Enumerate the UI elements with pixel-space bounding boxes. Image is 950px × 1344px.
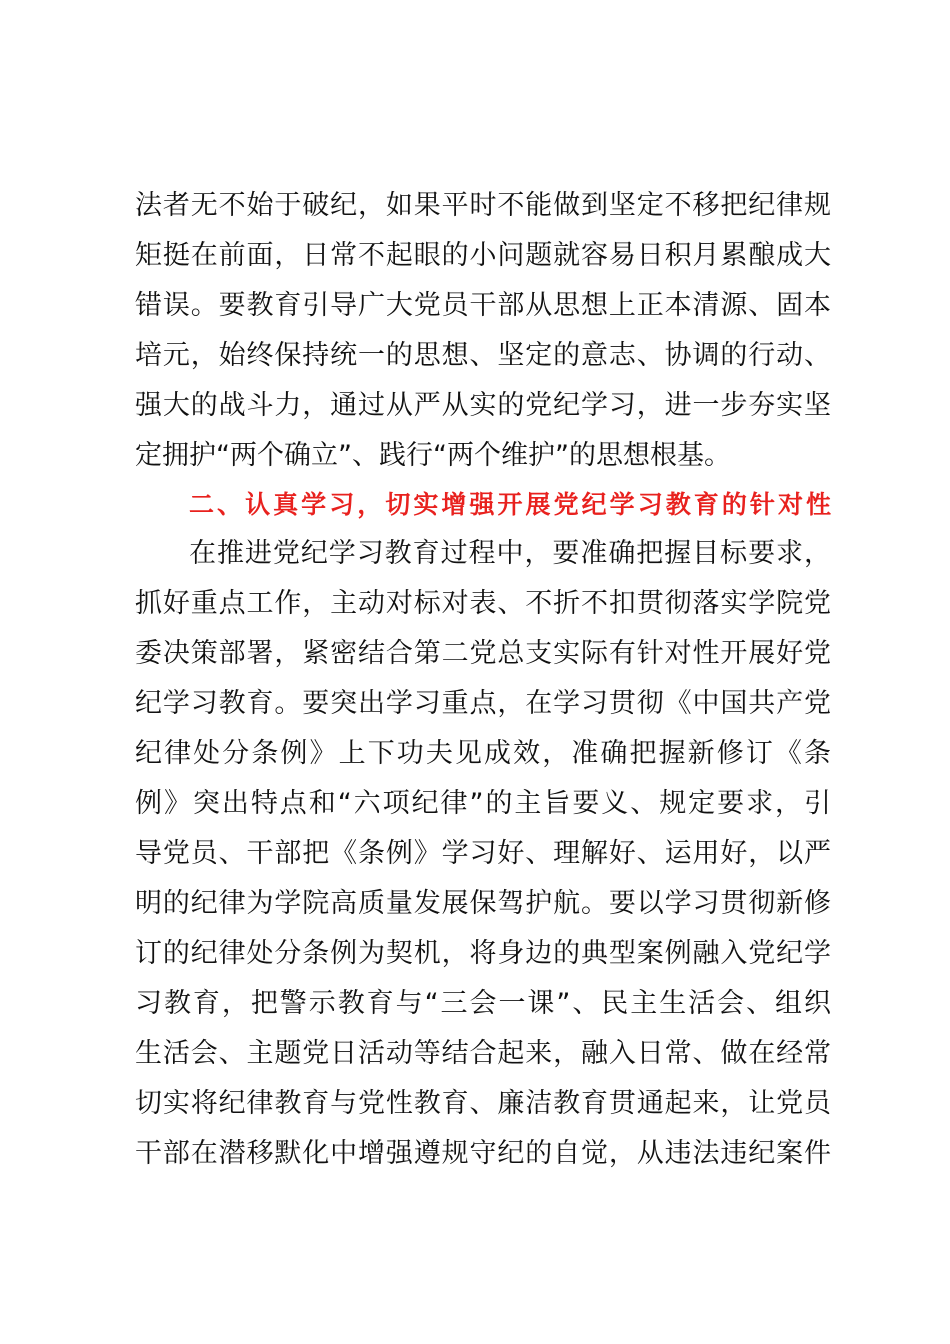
paragraph-line: 法者无不始于破纪，如果平时不能做到坚定不移把纪律规 <box>135 190 831 221</box>
paragraph-line: 习教育，把警示教育与“三会一课”、民主生活会、组织 <box>135 988 831 1019</box>
paragraph-line: 在推进党纪学习教育过程中，要准确把握目标要求， <box>189 538 831 569</box>
paragraph-line: 订的纪律处分条例为契机，将身边的典型案例融入党纪学 <box>135 938 831 969</box>
paragraph-line: 导党员、干部把《条例》学习好、理解好、运用好，以严 <box>135 838 831 869</box>
paragraph-line: 明的纪律为学院高质量发展保驾护航。要以学习贯彻新修 <box>135 888 831 919</box>
paragraph-line: 强大的战斗力，通过从严从实的党纪学习，进一步夯实坚 <box>135 390 831 421</box>
paragraph-line: 纪律处分条例》上下功夫见成效，准确把握新修订《条 <box>135 738 831 769</box>
section-heading: 二、认真学习，切实增强开展党纪学习教育的针对性 <box>189 490 831 519</box>
paragraph-line: 切实将纪律教育与党性教育、廉洁教育贯通起来，让党员 <box>135 1088 831 1119</box>
paragraph-line: 例》突出特点和“六项纪律”的主旨要义、规定要求，引 <box>135 788 831 819</box>
paragraph-line: 抓好重点工作，主动对标对表、不折不扣贯彻落实学院党 <box>135 588 831 619</box>
paragraph-line: 错误。要教育引导广大党员干部从思想上正本清源、固本 <box>135 290 831 321</box>
paragraph-line: 纪学习教育。要突出学习重点，在学习贯彻《中国共产党 <box>135 688 831 719</box>
paragraph-line: 干部在潜移默化中增强遵规守纪的自觉，从违法违纪案件 <box>135 1138 831 1169</box>
paragraph-line: 培元，始终保持统一的思想、坚定的意志、协调的行动、 <box>135 340 831 371</box>
paragraph-line: 委决策部署，紧密结合第二党总支实际有针对性开展好党 <box>135 638 831 669</box>
paragraph-line: 定拥护“两个确立”、践行“两个维护”的思想根基。 <box>135 440 731 471</box>
paragraph-line: 生活会、主题党日活动等结合起来，融入日常、做在经常 <box>135 1038 831 1069</box>
paragraph-line: 矩挺在前面，日常不起眼的小问题就容易日积月累酿成大 <box>135 240 831 271</box>
